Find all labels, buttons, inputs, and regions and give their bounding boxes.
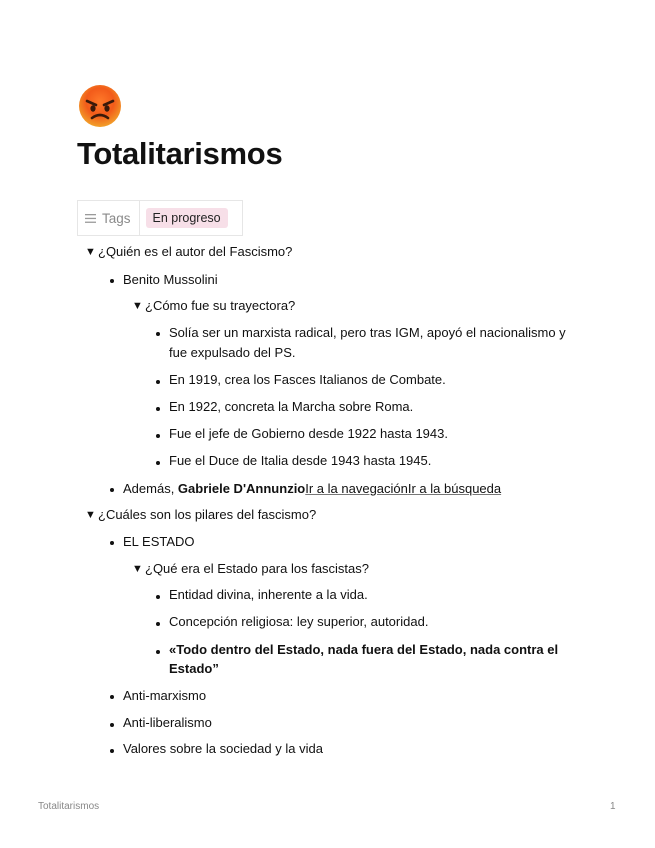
bullet-icon (110, 541, 114, 545)
also-bold-name: Gabriele D'Annunzio (177, 481, 306, 496)
toggle-q1-sub[interactable] (132, 297, 295, 315)
also-prefix: Además, (123, 481, 178, 496)
bullet-icon (156, 407, 160, 411)
bullet-icon (156, 650, 160, 654)
list-item-also (123, 480, 501, 498)
tags-property-label (78, 201, 140, 235)
bullet-icon (110, 695, 114, 699)
list-item-continuation: fue expulsado del PS. (169, 345, 296, 360)
list-item: En 1919, crea los Fasces Italianos de Combate. (169, 372, 446, 387)
list-item: EL ESTADO (123, 534, 195, 549)
toggle-q1-label: ¿Quién es el autor del Fascismo? (98, 244, 293, 259)
angry-face-icon (78, 84, 122, 128)
page-number: 1 (610, 801, 616, 812)
bullet-icon (110, 488, 114, 492)
list-item: Fue el jefe de Gobierno desde 1922 hasta 1943. (169, 426, 448, 441)
list-item-quote-continuation: Estado” (169, 661, 219, 676)
bullet-icon (110, 749, 114, 753)
list-item: Benito Mussolini (123, 272, 218, 287)
list-item: Anti-marxismo (123, 688, 207, 703)
tags-label: Tags (102, 210, 131, 226)
list-item: Valores sobre la sociedad y la vida (123, 741, 323, 756)
list-item: Entidad divina, inherente a la vida. (169, 587, 368, 602)
nav-link[interactable]: Ir a la navegación (305, 481, 408, 496)
page-title: Totalitarismos (77, 136, 283, 171)
bullet-icon (156, 595, 160, 599)
bullet-icon (110, 279, 114, 283)
bullet-icon (156, 380, 160, 384)
toggle-q1[interactable] (85, 243, 292, 261)
toggle-q2-sub[interactable] (132, 560, 369, 578)
bullet-icon (156, 434, 160, 438)
toggle-q2-sub-label: ¿Qué era el Estado para los fascistas? (145, 561, 370, 576)
list-item: Fue el Duce de Italia desde 1943 hasta 1945. (169, 453, 432, 468)
list-icon (85, 214, 96, 223)
toggle-q1-sub-label: ¿Cómo fue su trayectora? (145, 298, 296, 313)
tags-property-value (140, 201, 242, 235)
search-link[interactable]: Ir a la búsqueda (407, 481, 502, 496)
toggle-arrow-icon[interactable]: ▼ (132, 563, 143, 575)
list-item: Solía ser un marxista radical, pero tras IGM, apoyó el nacionalismo y (169, 325, 566, 340)
list-item: Concepción religiosa: ley superior, autoridad. (169, 614, 429, 629)
list-item: Anti-liberalismo (123, 715, 212, 730)
bullet-icon (156, 622, 160, 626)
status-tag[interactable]: En progreso (146, 208, 228, 228)
list-item: En 1922, concreta la Marcha sobre Roma. (169, 399, 414, 414)
bullet-icon (156, 332, 160, 336)
properties-table (77, 200, 243, 236)
toggle-arrow-icon[interactable]: ▼ (85, 509, 96, 521)
bullet-icon (156, 461, 160, 465)
toggle-q2[interactable] (85, 506, 316, 524)
toggle-arrow-icon[interactable]: ▼ (132, 300, 143, 312)
toggle-q2-label: ¿Cuáles son los pilares del fascismo? (98, 507, 317, 522)
list-item-quote: «Todo dentro del Estado, nada fuera del Estado, nada contra el (169, 642, 559, 657)
toggle-arrow-icon[interactable]: ▼ (85, 246, 96, 258)
bullet-icon (110, 723, 114, 727)
footer-title: Totalitarismos (38, 801, 100, 812)
